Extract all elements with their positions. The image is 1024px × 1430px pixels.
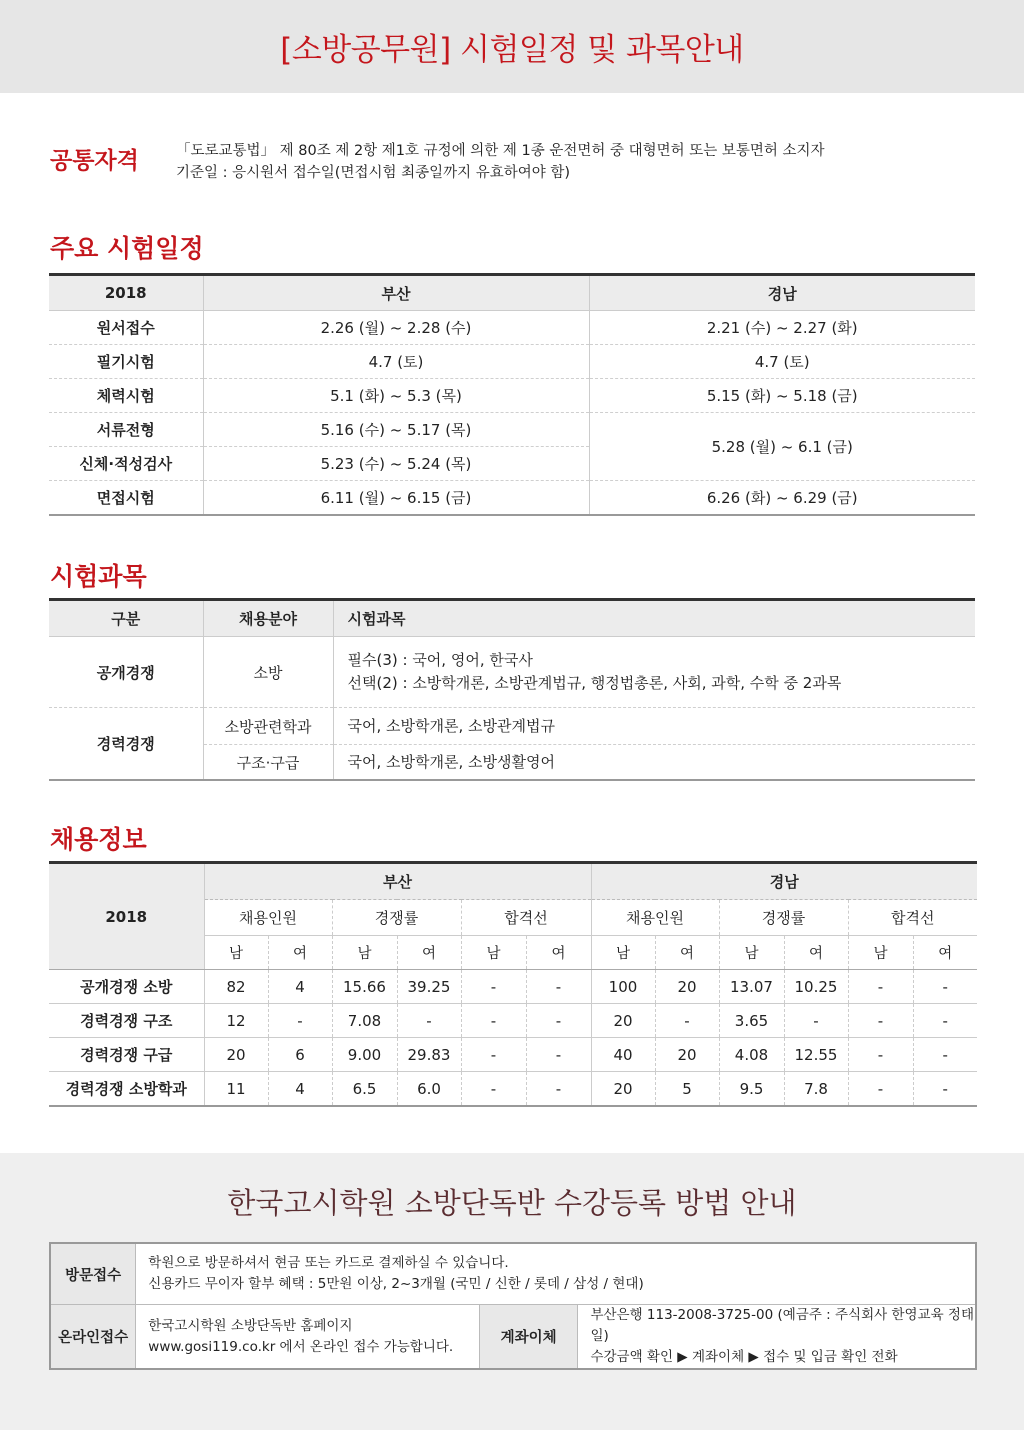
table-cell: 6.26 (화) ~ 6.29 (금) xyxy=(589,481,975,516)
row-label: 면접시험 xyxy=(96,489,155,507)
table-cell: - xyxy=(526,1072,591,1107)
info-line: 학원으로 방문하셔서 현금 또는 카드로 결제하실 수 있습니다. xyxy=(148,1255,509,1271)
table-header-row xyxy=(49,863,977,900)
gender-header: 여 xyxy=(268,936,332,970)
table-cell: 9.5 xyxy=(719,1072,784,1107)
group-header: 채용인원 xyxy=(204,900,332,936)
table-row xyxy=(49,311,975,345)
column-header: 2018 xyxy=(49,275,203,311)
gender-header: 여 xyxy=(655,936,719,970)
table-cell: 2.26 (월) ~ 2.28 (수) xyxy=(203,311,589,345)
online-label: 온라인접수 xyxy=(50,1305,136,1370)
qualification-text xyxy=(176,140,825,184)
table-cell: 4.08 xyxy=(719,1038,784,1072)
schedule-title: 주요 시험일정 xyxy=(50,234,204,263)
row-label: 경력경쟁 소방학과 xyxy=(49,1072,204,1107)
table-cell: 20 xyxy=(591,1004,655,1038)
table-cell: - xyxy=(461,970,526,1004)
table-cell: 20 xyxy=(655,1038,719,1072)
website-link[interactable]: www.gosi119.co.kr 에서 온라인 접수 가능합니다. xyxy=(148,1338,454,1355)
column-header: 시험과목 xyxy=(333,600,975,637)
table-cell: 5 xyxy=(655,1072,719,1107)
row-label: 공개경쟁 xyxy=(49,637,203,708)
subject-line: 선택(2) : 소방학개론, 소방관계법규, 행정법총론, 사회, 과학, 수학 중 2과목 xyxy=(347,674,842,692)
info-line: 부산은행 113-2008-3725-00 (예금주 : 주식회사 한영교육 정태일) xyxy=(590,1307,974,1344)
table-cell: 5.1 (화) ~ 5.3 (목) xyxy=(203,379,589,413)
table-cell: - xyxy=(461,1004,526,1038)
table-cell: 12.55 xyxy=(784,1038,848,1072)
group-header: 합격선 xyxy=(848,900,977,936)
table-cell: - xyxy=(913,1004,977,1038)
table-cell: 국어, 소방학개론, 소방관계법규 xyxy=(333,708,975,745)
table-cell: 소방관련학과 xyxy=(203,708,333,745)
recruit-title: 채용정보 xyxy=(50,825,147,854)
table-cell: 7.8 xyxy=(784,1072,848,1107)
transfer-info xyxy=(578,1305,976,1370)
table-cell: 국어, 소방학개론, 소방생활영어 xyxy=(333,745,975,781)
recruit-body xyxy=(49,970,977,1107)
online-info xyxy=(136,1305,479,1370)
row-label: 경력경쟁 xyxy=(96,735,155,753)
subjects-title: 시험과목 xyxy=(50,562,147,591)
gender-header: 여 xyxy=(397,936,461,970)
table-cell: 39.25 xyxy=(397,970,461,1004)
table-cell: 13.07 xyxy=(719,970,784,1004)
row-label: 경력경쟁 구조 xyxy=(49,1004,204,1038)
registration-section xyxy=(0,1153,1024,1430)
column-header: 경남 xyxy=(589,275,975,311)
table-cell: - xyxy=(526,970,591,1004)
visit-info xyxy=(136,1243,976,1305)
table-cell: - xyxy=(848,1038,913,1072)
table-cell: - xyxy=(397,1004,461,1038)
region-header: 부산 xyxy=(204,863,591,900)
table-cell: - xyxy=(268,1004,332,1038)
row-label: 필기시험 xyxy=(49,345,203,379)
subjects-table xyxy=(49,598,975,781)
gender-header: 남 xyxy=(461,936,526,970)
table-cell: - xyxy=(848,1004,913,1038)
table-cell: 82 xyxy=(204,970,268,1004)
table-cell: 4 xyxy=(268,1072,332,1107)
table-cell: 6.11 (월) ~ 6.15 (금) xyxy=(203,481,589,516)
table-cell: 11 xyxy=(204,1072,268,1107)
table-row xyxy=(49,708,975,745)
qualification-line: 「도로교통법」 제 80조 제 2항 제1호 규정에 의한 제 1종 운전면허 중 대형면허 또는 보통면허 소지자 xyxy=(176,143,825,159)
table-cell: 20 xyxy=(204,1038,268,1072)
table-row xyxy=(49,970,977,1004)
group-header: 경쟁률 xyxy=(719,900,848,936)
table-row xyxy=(49,413,975,447)
group-header: 합격선 xyxy=(461,900,591,936)
gender-header: 남 xyxy=(591,936,655,970)
gender-header: 남 xyxy=(332,936,397,970)
gender-header: 여 xyxy=(784,936,848,970)
table-cell: - xyxy=(526,1038,591,1072)
group-header: 채용인원 xyxy=(591,900,719,936)
row-label: 원서접수 xyxy=(49,311,203,345)
info-line: 수강금액 확인 ▶ 계좌이체 ▶ 접수 및 입금 확인 전화 xyxy=(590,1349,898,1365)
recruit-table xyxy=(49,861,977,1107)
header-bar xyxy=(0,0,1024,93)
table-cell: 15.66 xyxy=(332,970,397,1004)
table-row xyxy=(49,481,975,516)
table-cell: 12 xyxy=(204,1004,268,1038)
table-cell: 소방 xyxy=(203,637,333,708)
table-row xyxy=(49,379,975,413)
table-header-row xyxy=(49,600,975,637)
table-row xyxy=(49,1038,977,1072)
table-cell: 5.23 (수) ~ 5.24 (목) xyxy=(203,447,589,481)
row-label: 체력시험 xyxy=(49,379,203,413)
table-cell: - xyxy=(526,1004,591,1038)
table-cell: 20 xyxy=(655,970,719,1004)
qualification-section xyxy=(50,140,825,184)
table-cell: - xyxy=(913,1072,977,1107)
qualification-line: 기준일 : 응시원서 접수일(면접시험 최종일까지 유효하여야 함) xyxy=(176,165,571,181)
table-cell: - xyxy=(848,1072,913,1107)
info-line: 신용카드 무이자 할부 혜택 : 5만원 이상, 2~3개월 (국민 / 신한 / 롯데 / 삼성 / 현대) xyxy=(148,1276,644,1292)
table-cell: 100 xyxy=(591,970,655,1004)
table-cell: - xyxy=(461,1072,526,1107)
table-cell: 구조·구급 xyxy=(203,745,333,781)
table-row xyxy=(49,1004,977,1038)
table-cell: 5.28 (월) ~ 6.1 (금) xyxy=(589,413,975,481)
table-cell: - xyxy=(848,970,913,1004)
column-header: 구분 xyxy=(49,600,203,637)
table-cell xyxy=(333,637,975,708)
table-cell: 20 xyxy=(591,1072,655,1107)
table-cell: 7.08 xyxy=(332,1004,397,1038)
region-header: 경남 xyxy=(591,863,977,900)
gender-header: 남 xyxy=(848,936,913,970)
table-cell: - xyxy=(655,1004,719,1038)
column-header: 채용분야 xyxy=(203,600,333,637)
group-header: 경쟁률 xyxy=(332,900,461,936)
table-cell: 29.83 xyxy=(397,1038,461,1072)
column-header: 부산 xyxy=(203,275,589,311)
gender-header: 남 xyxy=(719,936,784,970)
registration-table xyxy=(49,1242,977,1370)
table-cell: - xyxy=(461,1038,526,1072)
table-cell: 3.65 xyxy=(719,1004,784,1038)
gender-header: 남 xyxy=(204,936,268,970)
table-cell: 4 xyxy=(268,970,332,1004)
table-row xyxy=(49,1072,977,1107)
gender-header: 여 xyxy=(913,936,977,970)
table-cell: 6.5 xyxy=(332,1072,397,1107)
table-cell: 9.00 xyxy=(332,1038,397,1072)
page-title: [소방공무원] 시험일정 및 과목안내 xyxy=(280,32,744,68)
table-header-row xyxy=(49,275,975,311)
table-cell: - xyxy=(913,970,977,1004)
table-cell: 2.21 (수) ~ 2.27 (화) xyxy=(589,311,975,345)
qualification-label: 공통자격 xyxy=(50,148,139,174)
row-label: 경력경쟁 구급 xyxy=(49,1038,204,1072)
row-label: 신체·적성검사 xyxy=(49,447,203,481)
table-cell: 10.25 xyxy=(784,970,848,1004)
visit-label: 방문접수 xyxy=(50,1243,136,1305)
gender-header: 여 xyxy=(526,936,591,970)
table-cell: 4.7 (토) xyxy=(203,345,589,379)
table-cell: 6 xyxy=(268,1038,332,1072)
row-label: 서류전형 xyxy=(49,413,203,447)
registration-title: 한국고시학원 소방단독반 수강등록 방법 안내 xyxy=(227,1186,797,1220)
table-row xyxy=(49,637,975,708)
table-cell: 5.16 (수) ~ 5.17 (목) xyxy=(203,413,589,447)
info-line: 한국고시학원 소방단독반 홈페이지 xyxy=(148,1317,353,1334)
row-label: 공개경쟁 소방 xyxy=(49,970,204,1004)
table-cell: - xyxy=(913,1038,977,1072)
table-cell: 5.15 (화) ~ 5.18 (금) xyxy=(589,379,975,413)
table-row xyxy=(50,1305,976,1370)
transfer-label: 계좌이체 xyxy=(479,1305,578,1370)
table-cell: - xyxy=(784,1004,848,1038)
schedule-table xyxy=(49,273,975,516)
table-row xyxy=(49,345,975,379)
year-header: 2018 xyxy=(49,863,204,970)
table-row xyxy=(50,1243,976,1305)
table-cell: 4.7 (토) xyxy=(589,345,975,379)
table-cell: 40 xyxy=(591,1038,655,1072)
table-cell: 6.0 xyxy=(397,1072,461,1107)
subject-line: 필수(3) : 국어, 영어, 한국사 xyxy=(347,651,533,669)
